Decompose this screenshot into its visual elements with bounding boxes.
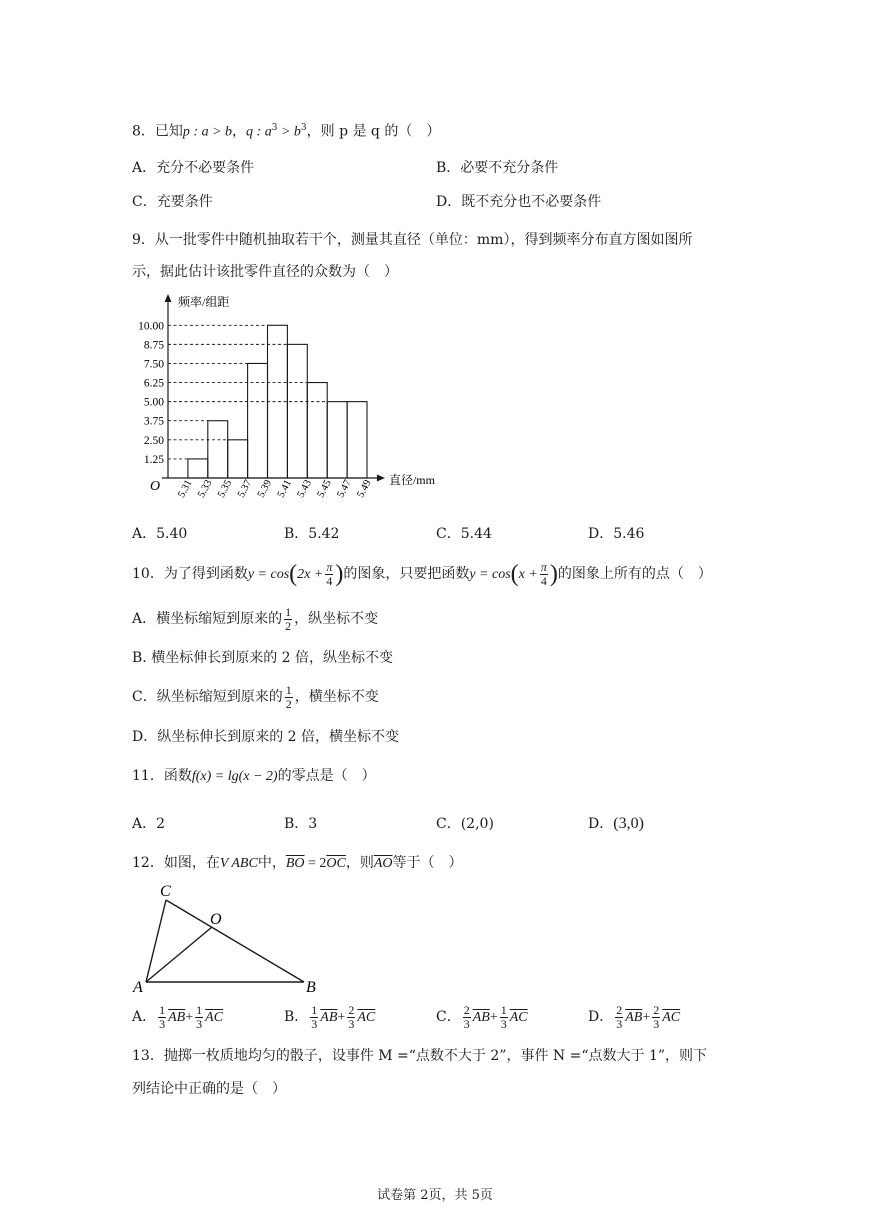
vertex-label-b: B: [306, 979, 316, 996]
x-tick-label: 5.43: [295, 478, 314, 500]
x-axis-title: 直径/mm: [388, 473, 435, 487]
q12-option-d[interactable]: D． $\frac{2}{3}$ $\overline{AB}+$ $\frac{2}{3}$ $\overline{AC}$: [588, 1002, 681, 1031]
x-tick-label: 5.31: [176, 478, 195, 500]
origin-label: O: [150, 479, 161, 494]
q12-option-c[interactable]: C． $\frac{2}{3}$ $\overline{AB}+$ $\frac{1}{3}$ $\overline{AC}$: [436, 1002, 528, 1031]
q12-option-b[interactable]: B． $\frac{1}{3}$ $\overline{AB}+$ $\frac{2}{3}$ $\overline{AC}$: [284, 1002, 376, 1031]
q11-option-a[interactable]: A．2: [132, 816, 166, 832]
x-tick-label: 5.35: [216, 478, 235, 500]
y-tick-label: 5.00: [143, 396, 164, 409]
y-tick-label: 7.50: [143, 358, 164, 371]
x-tick-label: 5.45: [315, 478, 334, 500]
y-tick-label: 2.50: [143, 434, 164, 447]
q9-option-b[interactable]: B．5.42: [284, 526, 340, 542]
x-tick-label: 5.41: [275, 478, 295, 500]
q9-stem-line1: 9．从一批零件中随机抽取若干个，测量其直径（单位：mm），得到频率分布直方图如图所: [132, 232, 693, 248]
histogram-chart: [120, 290, 440, 508]
q10-option-b[interactable]: B. 横坐标伸长到原来的 2 倍，纵坐标不变: [132, 650, 393, 666]
histogram-bar: [248, 363, 268, 478]
histogram-bar: [188, 459, 208, 478]
triangle-diagram: [128, 876, 328, 1000]
histogram-bar: [327, 402, 347, 478]
q10-option-a[interactable]: A．横坐标缩短到原来的 $\frac{1}{2}$ ，纵坐标不变: [132, 604, 379, 633]
y-axis-arrow: [165, 294, 172, 302]
q11-function: f(x) = lg(x − 2): [191, 769, 278, 784]
q10-stem: 10．为了得到函数y = cos(2x + $\frac{\pi}{4}$ )的图象，只要把函数y = cos(x + $\frac{\pi}{4}$ )的图象上所有的点（ ）: [132, 559, 712, 588]
point-label-o: O: [210, 911, 222, 928]
q11-stem: 11．函数f(x) = lg(x − 2)的零点是（ ）: [132, 768, 376, 784]
q9-option-a[interactable]: A．5.40: [132, 526, 188, 542]
q11-option-b[interactable]: B．3: [284, 816, 318, 832]
x-tick-label: 5.49: [355, 478, 374, 500]
q8-p-def: p : a > b: [182, 124, 233, 140]
segment-ao: [146, 927, 212, 982]
q11-option-d[interactable]: D．(3,0): [588, 815, 644, 832]
q12-option-a[interactable]: A． $\frac{1}{3}$ $\overline{AB}+$ $\frac{1}{3}$ $\overline{AC}$: [132, 1002, 224, 1031]
histogram-bar: [287, 344, 307, 478]
y-tick-label: 8.75: [143, 339, 164, 352]
vertex-label-a: A: [133, 979, 143, 996]
histogram-bar: [347, 402, 367, 478]
q10-option-d[interactable]: D．纵坐标伸长到原来的 2 倍，横坐标不变: [132, 729, 400, 745]
q8-option-c[interactable]: C．充要条件: [132, 194, 213, 210]
q12-stem: 12．如图，在V ABC中，$\overline{BO} = 2\overline{OC}$，则$\overline{AO}$等于（ ）: [132, 855, 463, 871]
x-axis-arrow: [377, 475, 385, 482]
q11-option-c[interactable]: C．(2,0): [436, 816, 494, 832]
q8-option-d[interactable]: D．既不充分也不必要条件: [436, 194, 602, 210]
q8-option-b[interactable]: B．必要不充分条件: [436, 160, 559, 176]
x-tick-label: 5.33: [196, 478, 215, 500]
page-footer: 试卷第 2页，共 5页: [377, 1188, 493, 1203]
y-tick-label: 3.75: [143, 415, 164, 428]
side-cb: [166, 900, 304, 982]
q9-option-c[interactable]: C．5.44: [436, 526, 492, 542]
side-ac: [146, 900, 166, 982]
y-tick-label: 10.00: [138, 320, 164, 333]
y-tick-label: 1.25: [143, 453, 164, 466]
q13-stem-line1: 13．抛掷一枚质地均匀的骰子，设事件 M =“点数不大于 2”，事件 N =“点数大于 1”，则下: [132, 1048, 708, 1064]
q10-option-c[interactable]: C．纵坐标缩短到原来的 $\frac{1}{2}$ ，横坐标不变: [132, 682, 379, 711]
q8-stem: 8．已知p : a > b，q : $a^3 > b^3$，则 p 是 q 的（ ）: [132, 123, 441, 140]
q9-option-d[interactable]: D．5.46: [588, 526, 645, 542]
histogram-bar: [228, 440, 248, 478]
x-tick-label: 5.37: [235, 478, 255, 500]
histogram-bar: [208, 421, 228, 478]
vertex-label-c: C: [160, 883, 171, 900]
histogram-bar: [307, 383, 327, 478]
q13-stem-line2: 列结论中正确的是（ ）: [132, 1081, 286, 1097]
q9-stem-line2: 示，据此估计该批零件直径的众数为（ ）: [132, 264, 398, 280]
y-axis-title: 频率/组距: [178, 295, 230, 309]
x-tick-label: 5.39: [255, 478, 275, 500]
q8-option-a[interactable]: A．充分不必要条件: [132, 160, 255, 176]
y-tick-label: 6.25: [143, 377, 164, 390]
x-tick-label: 5.47: [335, 478, 354, 500]
